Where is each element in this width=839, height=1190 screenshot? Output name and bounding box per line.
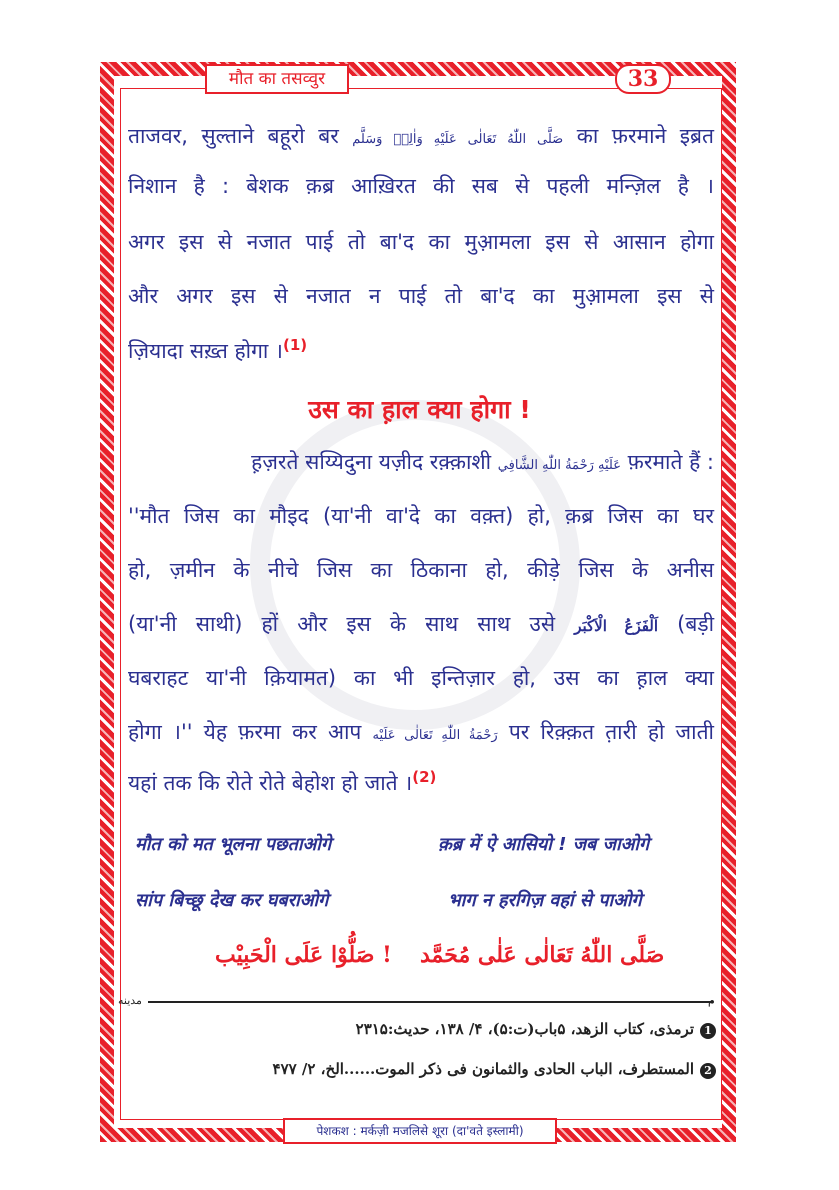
text-line: यहां तक कि रोते रोते बेहोश हो जाते ।$^{(2)}$ [128, 768, 437, 795]
publisher-footer: पेशकश : मर्कज़ी मजलिसे शूरा (दा'वते इस्लामी) [283, 1118, 557, 1144]
couplet-line: भाग न हरगिज़ वहां से पाओगे [448, 890, 642, 911]
text-line: होगा ।'' येह फ़रमा कर आप رَحْمَةُ اللّٰهِ تَعَالٰى عَلَيْه पर रिक़्क़त त़ारी हो जाती [128, 720, 714, 744]
text-line: और अगर इस से नजात न पाई तो बा'द का मुआ़मला इस से [128, 284, 714, 308]
footnote: 1ترمذی، کتاب الزھد، ۵باب(ت:۵)، ۴/ ۱۳۸، حدیث:۲۳۱۵ [356, 1020, 716, 1039]
text-line: हो, ज़मीन के नीचे जिस का ठिकाना हो, कीड़े जिस के अनीस [128, 558, 714, 582]
couplet-line: सांप बिच्छू देख कर घबराओगे [135, 890, 329, 911]
rule-label: مدینه [118, 994, 142, 1007]
section-heading: उस का ह़ाल क्या होगा ! [308, 395, 531, 424]
footnote-divider [148, 1001, 713, 1003]
text-line: ''मौत जिस का मौइद (या'नी वा'दे का वक़्त) हो, क़ब्र जिस का घर [128, 504, 714, 528]
text-line: अगर इस से नजात पाई तो बा'द का मुआ़मला इस से आसान होगा [128, 230, 714, 254]
text-line: निशान है : बेशक क़ब्र आख़िरत की सब से पहली मन्ज़िल है । [128, 174, 714, 198]
salat-call: صَلُّوْا عَلَى الْحَبِيْب ! [215, 942, 392, 968]
text-line: ताजवर, सुल्ताने बहूरो बर صَلَّى اللّٰهُ تَعَالٰى عَلَيْهِ وَاٰلِهٖ وَسَلَّم का फ़रमाने इब्रत [128, 124, 714, 148]
chapter-title: मौत का तसव्वुर [205, 64, 349, 94]
couplet-line: क़ब्र में ऐ आसियो ! जब जाओगे [438, 834, 650, 855]
text-line: घबराहट या'नी क़ियामत) का भी इन्तिज़ार हो, उस का ह़ाल क्या [128, 666, 714, 690]
footnote-ref: (2) [412, 768, 437, 786]
footnote-ref: (1) [282, 336, 308, 354]
rule-label: م [708, 994, 715, 1007]
text-line: ज़ियादा सख़्त होगा ।$^{(1)}$ [128, 336, 308, 363]
couplet-line: मौत को मत भूलना पछताओगे [135, 834, 332, 855]
footnote: 2المستطرف، الباب الحادی والثمانون فی ذکر الموت......الخ، ۲/ ۴۷۷ [273, 1060, 716, 1079]
text-line: (या'नी साथी) हों और इस के साथ साथ उसे اَلْفَزَعُ الْاَكْبَر (बड़ी [128, 612, 715, 636]
text-line: ह़ज़रते सय्यिदुना यज़ीद रक़्क़ाशी عَلَيْهِ رَحْمَةُ اللّٰهِ الشَّافِي फ़रमाते हैं : [251, 450, 714, 474]
page-number: 33 [615, 64, 671, 94]
salat-response: صَلَّى اللّٰهُ تَعَالٰى عَلٰى مُحَمَّد [420, 942, 665, 968]
